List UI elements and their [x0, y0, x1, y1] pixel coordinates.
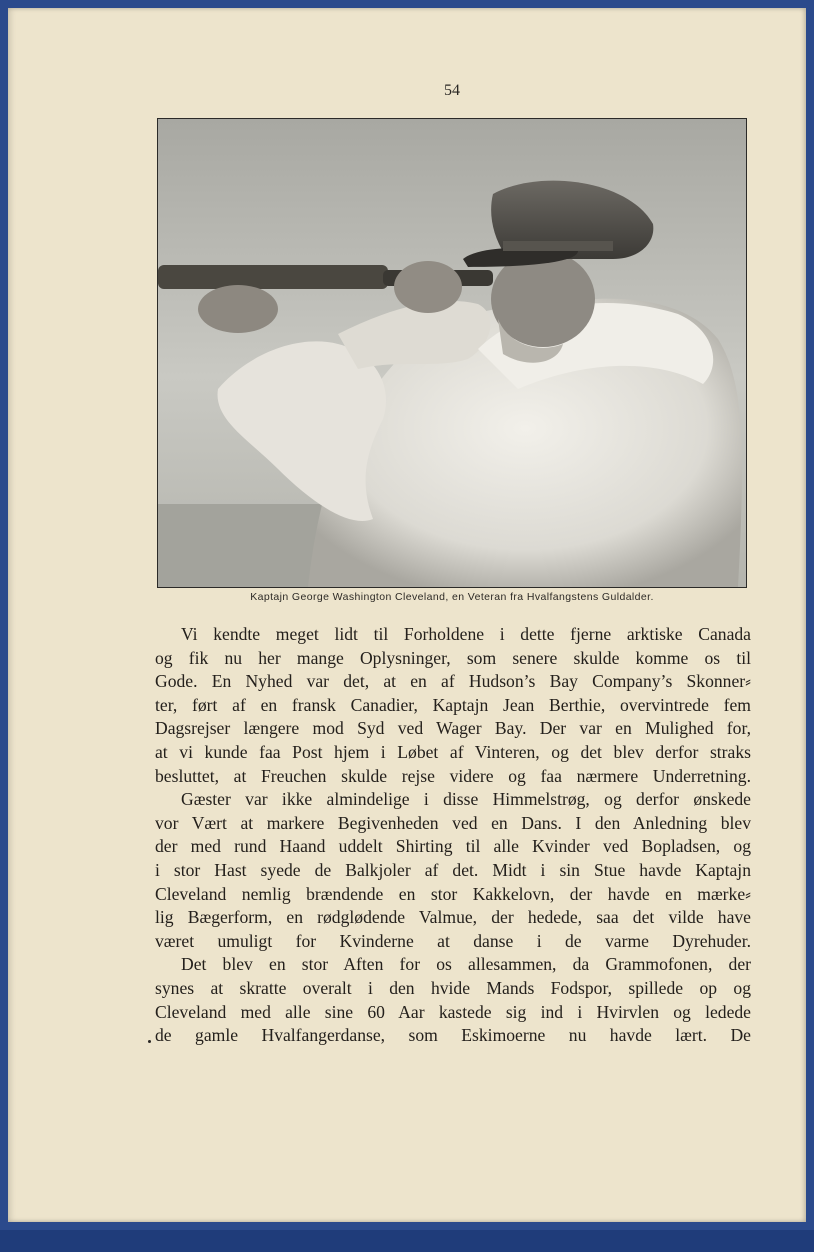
text-line: Cleveland med alle sine 60 Aar kastede sig ind i Hvirvlen og ledede [155, 1001, 751, 1022]
text-line: Dagsrejser længere mod Syd ved Wager Bay. Der var en Mulighed for, [155, 718, 751, 739]
text-line: vor Vært at markere Begivenheden ved en Dans. I den Anledning blev [155, 812, 751, 833]
text-line: der med rund Haand uddelt Shirting til alle Kvinder ved Bopladsen, og [155, 836, 751, 857]
paragraph-2 [155, 788, 751, 953]
photo-caption: Kaptajn George Washington Cleveland, en Veteran fra Hvalfangstens Guldalder. [250, 591, 654, 603]
photograph [157, 118, 747, 588]
text-line: Cleveland nemlig brændende en stor Kakkelovn, der havde en mærke⸗ [155, 883, 751, 904]
text-line: ter, ført af en fransk Canadier, Kaptajn Jean Berthie, overvintrede fem [155, 694, 751, 715]
text-line: og fik nu her mange Oplysninger, som senere skulde komme os til [155, 647, 751, 668]
body-text [155, 623, 751, 1048]
paragraph-3 [155, 953, 751, 1047]
text-line: besluttet, at Freuchen skulde rejse videre og faa nærmere Underretning. [155, 765, 751, 786]
text-line: i stor Hast syede de Balkjoler af det. Midt i sin Stue havde Kaptajn [155, 859, 751, 880]
page-number: 54 [444, 82, 460, 99]
margin-mark [148, 1040, 151, 1043]
text-line: været umuligt for Kvinderne at danse i de varme Dyrehuder. [155, 930, 751, 951]
photograph-man-with-telescope-icon [158, 119, 746, 587]
text-line: de gamle Hvalfangerdanse, som Eskimoerne nu havde lært. De [155, 1025, 751, 1046]
text-line: synes at skratte overalt i den hvide Mands Fodspor, spillede op og [155, 977, 751, 998]
text-line: Gode. En Nyhed var det, at en af Hudson’s Bay Company’s Skonner⸗ [155, 671, 751, 692]
text-line: Gæster var ikke almindelige i disse Himmelstrøg, og derfor ønskede [181, 789, 751, 810]
text-line: Det blev en stor Aften for os allesammen, da Grammofonen, der [181, 954, 751, 975]
paragraph-1 [155, 623, 751, 788]
text-line: at vi kunde faa Post hjem i Løbet af Vinteren, og det blev derfor straks [155, 741, 751, 762]
book-cover-edge [0, 1230, 814, 1252]
text-line: lig Bægerform, en rødglødende Valmue, der hedede, saa det vilde have [155, 907, 751, 928]
text-line: Vi kendte meget lidt til Forholdene i dette fjerne arktiske Canada [181, 624, 751, 644]
